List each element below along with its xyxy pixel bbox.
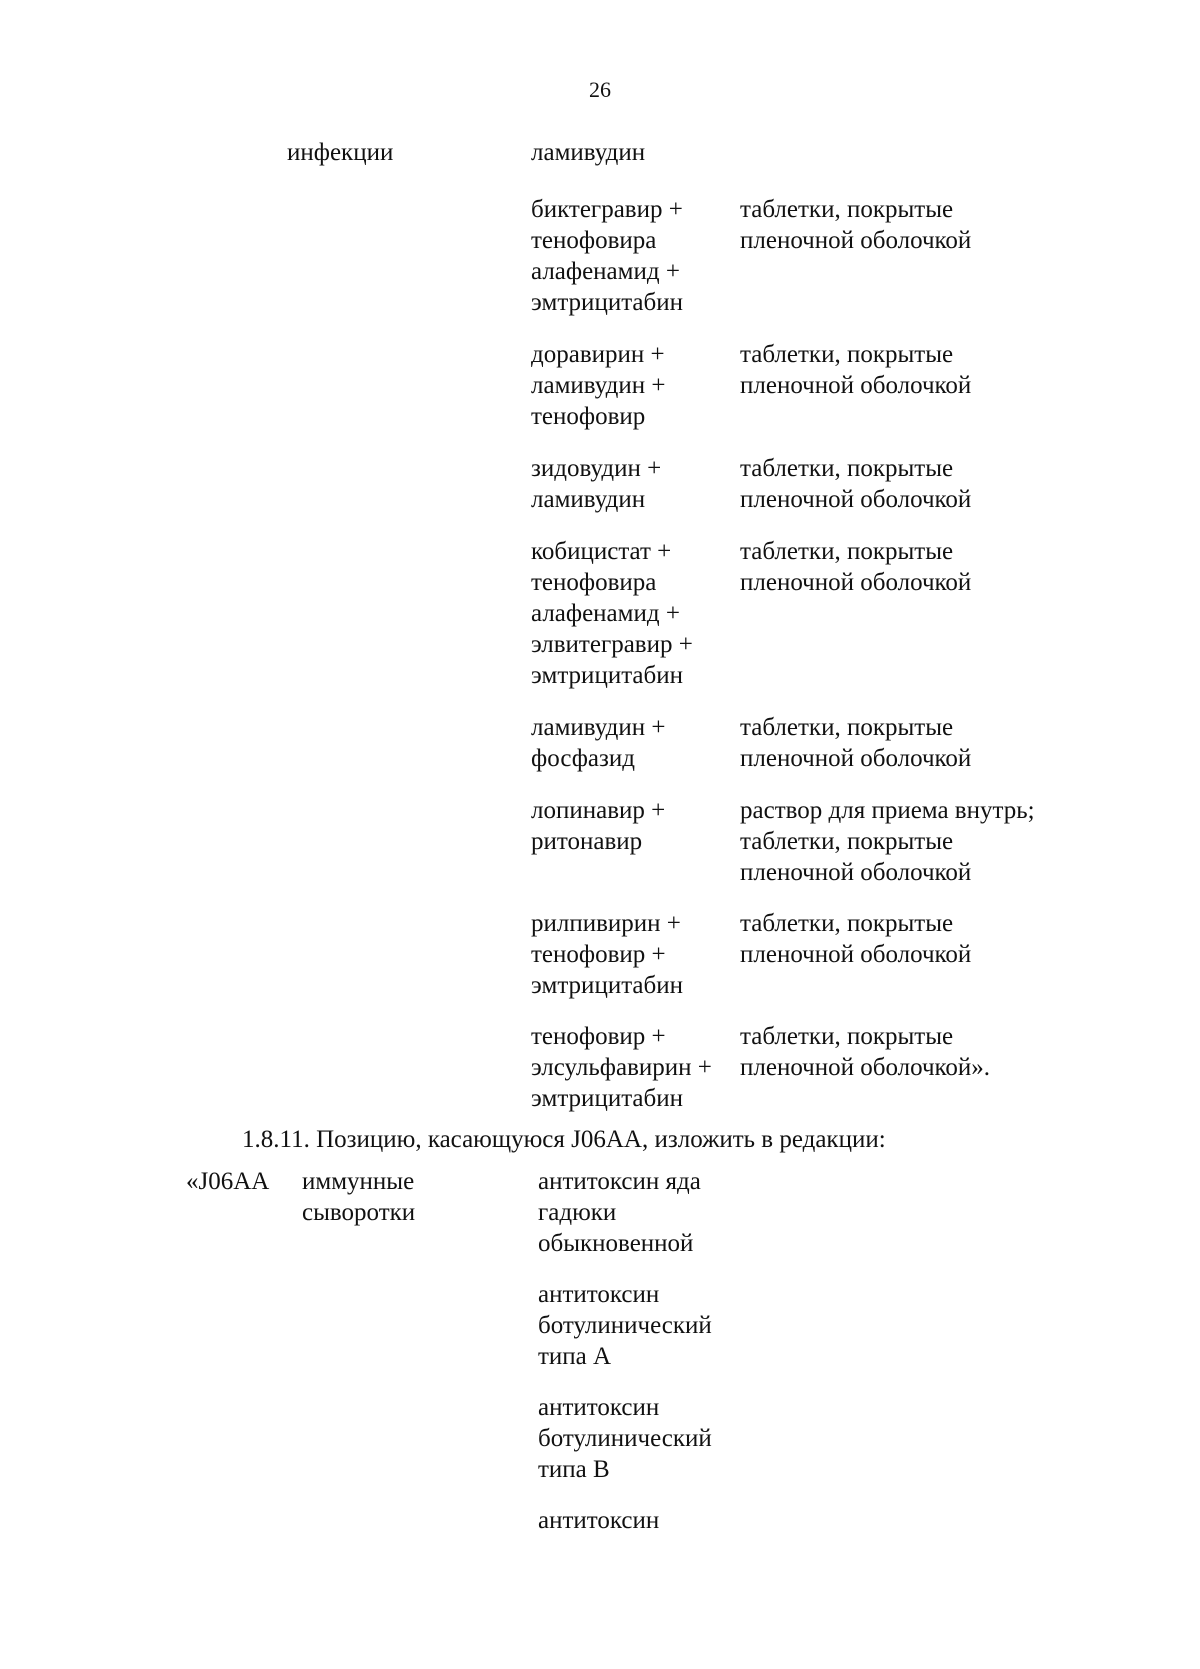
substance-line: доравирин + [531,341,665,368]
dosage-form-line: пленочной оболочкой [740,859,972,886]
substance-cell [538,1505,659,1536]
substance-line: алафенамид + [531,600,680,627]
substance-line: фосфазид [531,745,635,772]
dosage-form-cell [740,194,971,256]
substance-line: эмтрицитабин [531,662,684,689]
dosage-form-line: пленочной оболочкой [740,486,972,513]
dosage-form-line: таблетки, покрытые [740,196,954,223]
atc-code: «J06AA [186,1168,270,1195]
substance-line: антитоксин яда [538,1168,701,1195]
dosage-form-cell [740,908,971,970]
substance-line: тенофовир + [531,941,666,968]
substance-line: гадюки [538,1199,617,1226]
group-name-line: сыворотки [302,1199,416,1226]
dosage-form-cell [740,453,971,515]
substance-cell [531,908,683,1001]
substance-line: алафенамид + [531,258,680,285]
dosage-form-line: таблетки, покрытые [740,1023,954,1050]
dosage-form-line: пленочной оболочкой [740,569,972,596]
dosage-form-line: пленочной оболочкой». [740,1054,991,1081]
page-number: 26 [589,77,611,102]
dosage-form-line: таблетки, покрытые [740,828,954,855]
dosage-form-line: таблетки, покрытые [740,910,954,937]
group-name-line: иммунные [302,1168,415,1195]
substance-line: зидовудин + [531,455,662,482]
substance-line: антитоксин [538,1507,660,1534]
substance-line: ламивудин [531,139,646,166]
substance-line: ламивудин [531,486,646,513]
dosage-form-cell [740,795,1035,888]
substance-line: элвитегравир + [531,631,693,658]
substance-cell [531,339,665,432]
substance-cell [531,712,665,774]
substance-cell [538,1166,701,1259]
substance-line: элсульфавирин + [531,1054,712,1081]
group-name-tail: инфекции [287,139,394,166]
amendment-instruction: 1.8.11. Позицию, касающуюся J06AA, изложить в редакции: [242,1126,886,1153]
substance-line: ботулинический [538,1312,712,1339]
substance-line: антитоксин [538,1394,660,1421]
dosage-form-line: пленочной оболочкой [740,941,972,968]
dosage-form-cell [740,536,971,598]
substance-line: эмтрицитабин [531,1085,684,1112]
dosage-form-cell [740,1021,990,1083]
dosage-form-line: пленочной оболочкой [740,227,972,254]
dosage-form-cell [740,339,971,401]
substance-cell [531,536,693,691]
substance-line: тенофовир [531,403,646,430]
substance-cell [531,795,665,857]
substance-line: тенофовир + [531,1023,666,1050]
substance-cell [538,1392,712,1485]
substance-line: эмтрицитабин [531,972,684,999]
substance-cell [538,1279,712,1372]
substance-line: ламивудин + [531,372,666,399]
dosage-form-line: таблетки, покрытые [740,455,954,482]
substance-line: ритонавир [531,828,643,855]
substance-line: рилпивирин + [531,910,681,937]
dosage-form-line: таблетки, покрытые [740,714,954,741]
substance-line: кобицистат + [531,538,672,565]
substance-line: лопинавир + [531,797,666,824]
substance-line: типа A [538,1343,612,1370]
substance-line: биктегравир + [531,196,683,223]
substance-cell [531,1021,712,1114]
substance-line: ламивудин + [531,714,666,741]
substance-line: тенофовира [531,227,657,254]
substance-cell [531,137,645,168]
dosage-form-line: таблетки, покрытые [740,341,954,368]
substance-line: ботулинический [538,1425,712,1452]
dosage-form-cell [740,712,971,774]
substance-line: эмтрицитабин [531,289,684,316]
dosage-form-line: пленочной оболочкой [740,745,972,772]
substance-line: тенофовира [531,569,657,596]
dosage-form-line: пленочной оболочкой [740,372,972,399]
dosage-form-line: таблетки, покрытые [740,538,954,565]
substance-cell [531,453,661,515]
substance-line: типа B [538,1456,610,1483]
dosage-form-line: раствор для приема внутрь; [740,797,1035,824]
substance-line: антитоксин [538,1281,660,1308]
group-name-cell [302,1166,415,1228]
substance-cell [531,194,683,318]
substance-line: обыкновенной [538,1230,694,1257]
